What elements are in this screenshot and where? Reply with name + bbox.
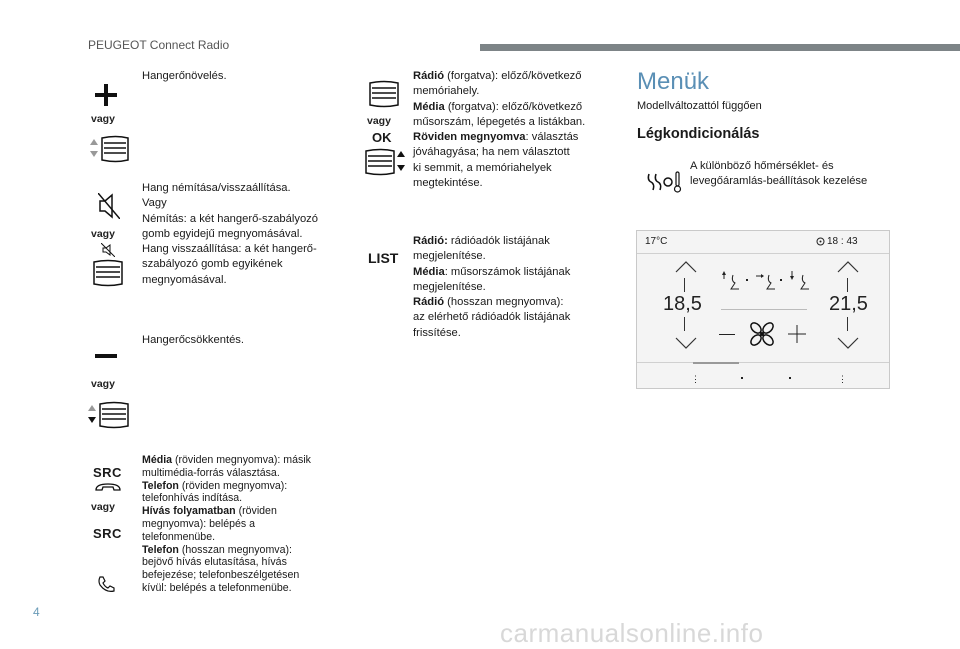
header-bar bbox=[480, 44, 960, 51]
more-options-icon[interactable]: ⋮ bbox=[838, 374, 847, 384]
vagy-label: vagy bbox=[91, 378, 115, 390]
climate-icon bbox=[646, 170, 682, 194]
active-tab-indicator bbox=[693, 362, 739, 364]
radio-text: Rádió (forgatva): előző/következő memóriahely. Média (forgatva): előző/következő műsorszám, lépegetés a listákban. Röviden megnyomva: választás jóváhagyása; ha nem választott ki semmit, a memóriahelyek megtekintése. bbox=[413, 70, 586, 190]
fan-icon bbox=[747, 319, 777, 349]
scroll-wheel-up-down-icon bbox=[88, 401, 130, 429]
divider bbox=[721, 309, 807, 310]
page-number: 4 bbox=[33, 605, 40, 619]
page-heading: Menük bbox=[637, 68, 710, 95]
scroll-wheel-icon bbox=[368, 80, 402, 108]
fan-decrease-button[interactable] bbox=[719, 334, 735, 335]
fan-increase-button[interactable] bbox=[788, 325, 806, 343]
src-text: Média (röviden megnyomva): másik multimédia-forrás választása. Telefon (röviden megnyomva): telefonhívás indítása. Hívás folyamatban (röviden megnyomva): belépés a telefonmenübe. Telefon (hosszan megnyomva): bejövő hívás elutasítása, hívás befejezése; telefonbeszélgetésen kívül: belépés a telefonmenübe. bbox=[142, 454, 311, 594]
header-title: PEUGEOT Connect Radio bbox=[88, 38, 230, 52]
vagy-label: vagy bbox=[91, 113, 115, 125]
watermark: carmanualsonline.info bbox=[500, 618, 764, 648]
list-label: LIST bbox=[368, 250, 399, 266]
separator-dot bbox=[780, 279, 782, 281]
vagy-label: vagy bbox=[91, 228, 115, 240]
airflow-feet-icon[interactable] bbox=[789, 271, 811, 291]
separator-dot bbox=[746, 279, 748, 281]
phone-icon bbox=[96, 575, 116, 595]
right-temp-down-arrow[interactable] bbox=[837, 337, 859, 349]
src-label: SRC bbox=[93, 526, 122, 541]
speaker-mute-small-icon bbox=[101, 243, 115, 257]
tick bbox=[847, 317, 848, 331]
right-temp-up-arrow[interactable] bbox=[837, 261, 859, 273]
clock: 18 : 43 bbox=[827, 236, 858, 247]
divider bbox=[637, 362, 889, 363]
mute-text: Hang némítása/visszaállítása. Vagy Némítás: a két hangerő-szabályozó gomb egyidejű megnyomásával. Hang visszaállítása: a két hangerő- szabályozó gomb egyikének megnyomásával. bbox=[142, 182, 318, 286]
divider bbox=[637, 253, 889, 254]
phone-handset-icon bbox=[94, 482, 122, 494]
section-description: A különböző hőmérséklet- és levegőáramlás-beállítások kezelése bbox=[690, 160, 868, 188]
page-dot[interactable] bbox=[789, 377, 791, 379]
volume-up-text: Hangerőnövelés. bbox=[142, 70, 227, 82]
right-temperature: 21,5 bbox=[829, 293, 868, 315]
speaker-mute-icon bbox=[98, 193, 120, 219]
subtitle: Modellváltozattól függően bbox=[637, 100, 762, 112]
src-label: SRC bbox=[93, 465, 122, 480]
left-temp-up-arrow[interactable] bbox=[675, 261, 697, 273]
left-temp-down-arrow[interactable] bbox=[675, 337, 697, 349]
clock-icon bbox=[816, 237, 825, 246]
scroll-wheel-icon bbox=[92, 259, 126, 287]
page-dot[interactable] bbox=[741, 377, 743, 379]
climate-screen bbox=[636, 230, 890, 389]
minus-icon bbox=[95, 354, 117, 359]
tick bbox=[847, 278, 848, 292]
airflow-face-icon[interactable] bbox=[721, 271, 743, 291]
tick bbox=[684, 278, 685, 292]
list-text: Rádió: rádióadók listájának megjelenítése. Média: műsorszámok listájának megjelenítése. Rádió (hosszan megnyomva): az elérhető rádióadók listájának frissítése. bbox=[413, 235, 571, 339]
plus-icon bbox=[95, 84, 117, 106]
airflow-body-icon[interactable] bbox=[755, 271, 777, 291]
ok-label: OK bbox=[372, 130, 392, 145]
more-options-icon[interactable]: ⋮ bbox=[691, 374, 700, 384]
scroll-wheel-up-down-icon bbox=[364, 148, 406, 176]
volume-down-text: Hangerőcsökkentés. bbox=[142, 334, 244, 346]
outside-temperature: 17°C bbox=[645, 236, 668, 247]
section-title: Légkondicionálás bbox=[637, 126, 760, 142]
left-temperature: 18,5 bbox=[663, 293, 702, 315]
tick bbox=[684, 317, 685, 331]
scroll-wheel-up-down-icon bbox=[90, 135, 130, 163]
vagy-label: vagy bbox=[91, 501, 115, 513]
vagy-label: vagy bbox=[367, 115, 391, 127]
